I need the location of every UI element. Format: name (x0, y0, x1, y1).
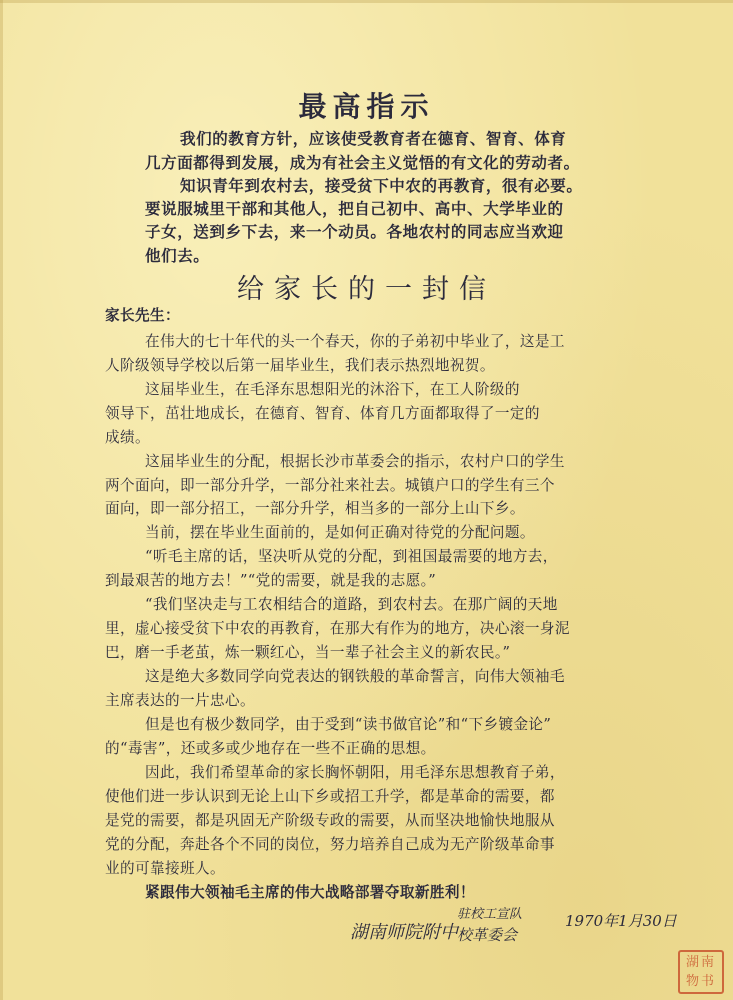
signature-dept-top: 驻校工宣队 (457, 907, 523, 922)
instruction-line: 几方面都得到发展，成为有社会主义觉悟的有文化的劳动者。 (145, 153, 580, 172)
body-line: 当前，摆在毕业生面前的，是如何正确对待党的分配问题。 (145, 524, 535, 541)
body-line: 业的可靠接班人。 (105, 860, 225, 877)
letter-title: 给家长的一封信 (237, 274, 496, 305)
body-line: 这届毕业生的分配，根据长沙市革委会的指示，农村户口的学生 (145, 453, 565, 470)
body-line: 领导下，茁壮地成长，在德育、智育、体育几方面都取得了一定的 (105, 405, 540, 422)
body-line: 使他们进一步认识到无论上山下乡或招工升学，都是革命的需要，都 (105, 788, 555, 805)
body-line: 这届毕业生，在毛泽东思想阳光的沐浴下，在工人阶级的 (145, 381, 520, 398)
body-line: 里，虚心接受贫下中农的再教育，在那大有作为的地方，决心滚一身泥 (105, 620, 570, 637)
body-line: “听毛主席的话，坚决听从党的分配，到祖国最需要的地方去， (145, 548, 558, 565)
body-line: 这是绝大多数同学向党表达的钢铁般的革命誓言，向伟大领袖毛 (145, 668, 565, 685)
instruction-line: 要说服城里干部和其他人，把自己初中、高中、大学毕业的 (145, 199, 564, 218)
body-line: 但是也有极少数同学，由于受到“读书做官论”和“下乡镀金论” (145, 716, 552, 733)
instruction-line: 子女，送到乡下去，来一个动员。各地农村的同志应当欢迎 (145, 222, 564, 241)
body-line: 人阶级领导学校以后第一届毕业生，我们表示热烈地祝贺。 (105, 357, 495, 374)
closing-slogan: 紧跟伟大领袖毛主席的伟大战略部署夺取新胜利！ (145, 884, 475, 901)
seal-text-top: 湖南 (685, 955, 716, 970)
signature-org: 湖南师院附中 (350, 922, 458, 943)
body-line: 的“毒害”，还或多或少地存在一些不正确的思想。 (105, 740, 436, 757)
signature-date: 1970年1月30日 (565, 912, 677, 930)
instruction-line: 我们的教育方针，应该使受教育者在德育、智育、体育 (180, 129, 567, 148)
signature-dept-bottom: 校革委会 (457, 926, 518, 944)
body-line: 党的分配，奔赴各个不同的岗位，努力培养自己成为无产阶级革命事 (105, 836, 555, 853)
body-line: 面向，即一部分招工，一部分升学，相当多的一部分上山下乡。 (105, 500, 525, 517)
body-line: “我们坚决走与工农相结合的道路，到农村去。在那广阔的天地 (145, 596, 558, 613)
body-line: 因此，我们希望革命的家长胸怀朝阳，用毛泽东思想教育子弟， (145, 764, 565, 781)
seal-text-bottom: 物书 (685, 974, 716, 989)
header-title: 最高指示 (298, 90, 435, 123)
body-line: 主席表达的一片忠心。 (105, 692, 255, 709)
body-line: 两个面向，即一部分升学，一部分社来社去。城镇户口的学生有三个 (105, 477, 555, 494)
salutation: 家长先生： (105, 307, 180, 324)
body-line: 巴，磨一手老茧，炼一颗红心，当一辈子社会主义的新农民。” (105, 644, 511, 661)
paper-edge-top (0, 0, 733, 3)
body-line: 在伟大的七十年代的头一个春天，你的子弟初中毕业了，这是工 (145, 333, 565, 350)
paper-edge-left (0, 0, 3, 1000)
body-line: 是党的需要，都是巩固无产阶级专政的需要，从而坚决地愉快地服从 (105, 812, 555, 829)
instruction-line: 知识青年到农村去，接受贫下中农的再教育，很有必要。 (180, 176, 583, 195)
red-seal-stamp (678, 950, 724, 994)
instruction-line: 他们去。 (145, 246, 210, 265)
body-line: 到最艰苦的地方去！”“党的需要，就是我的志愿。” (105, 572, 437, 589)
body-line: 成绩。 (105, 429, 150, 446)
